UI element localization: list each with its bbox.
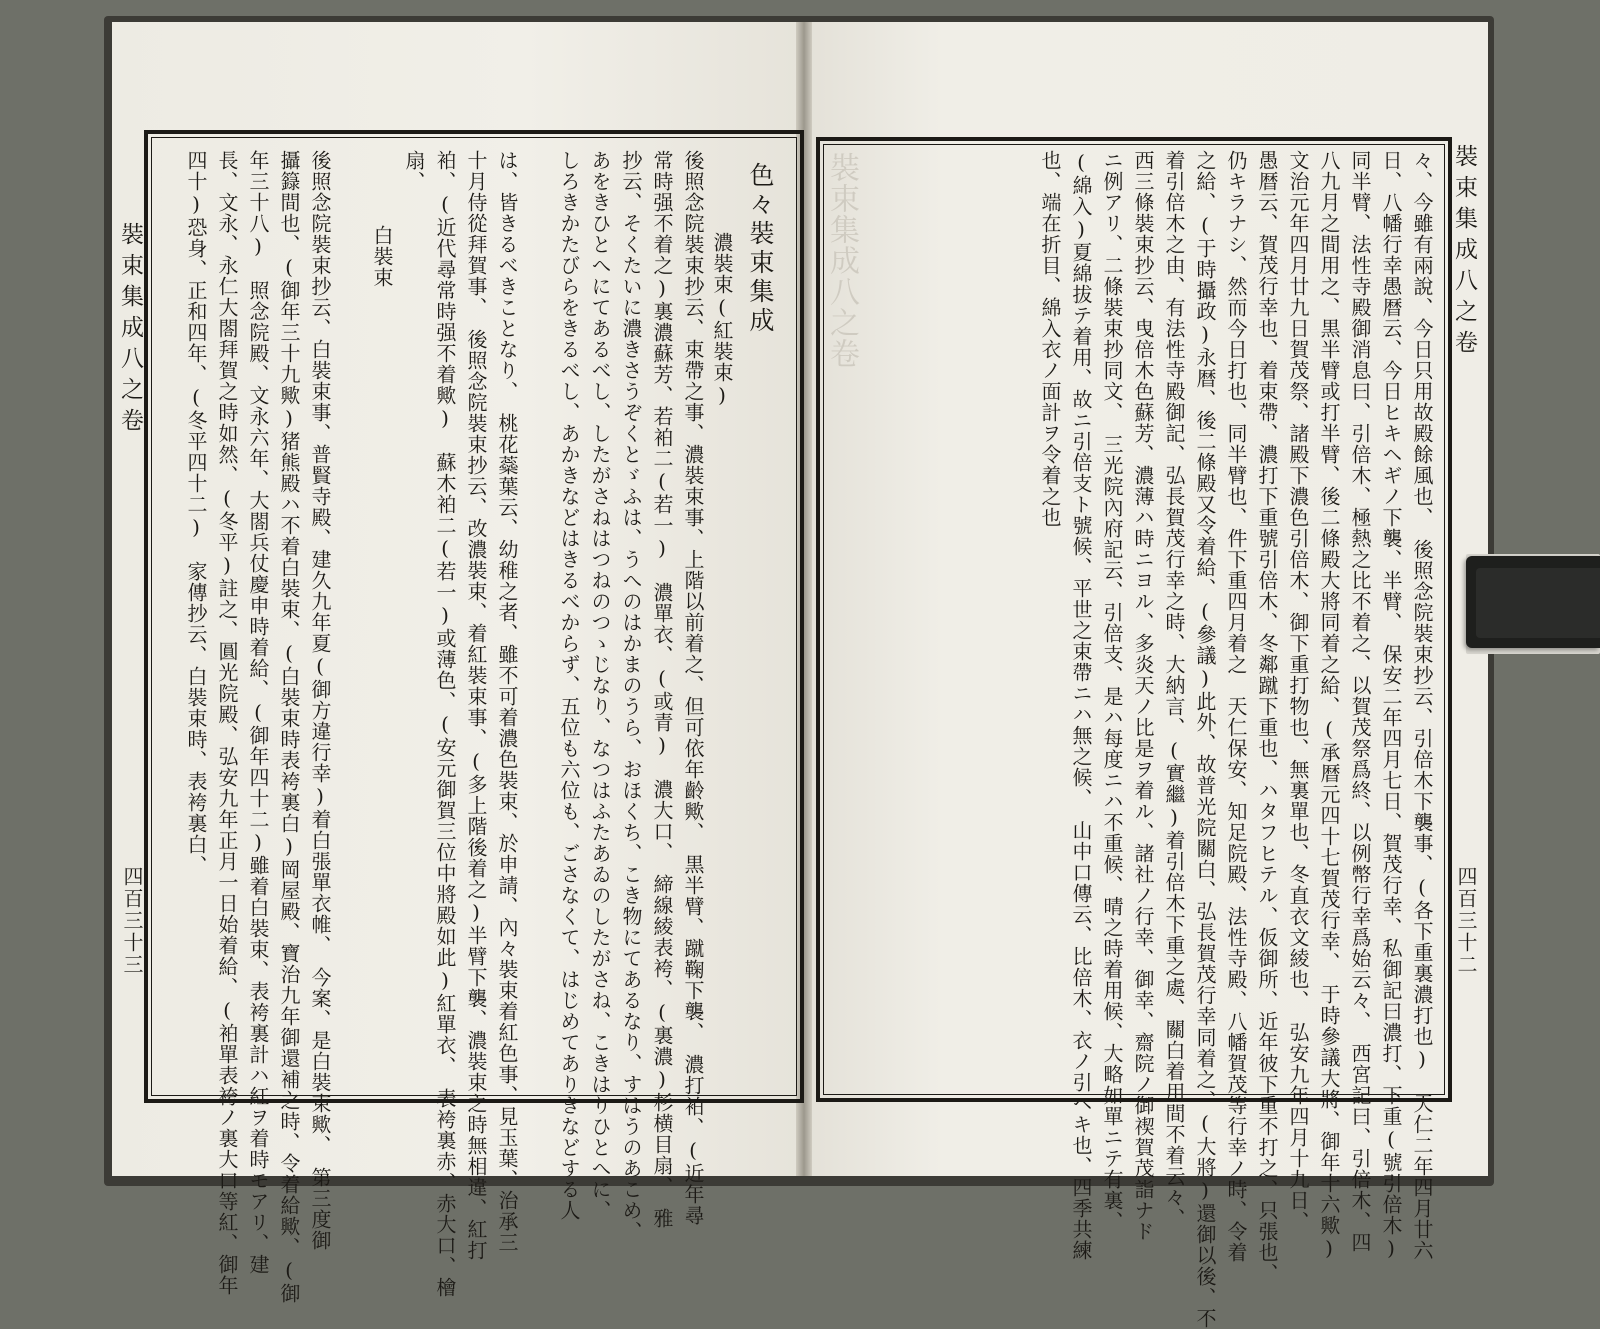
left-column-4: 抄云、そくたいに濃きさうぞくとゞふは、うへのはかまのうら、おほくち、こき物にてあるなり、すはうのあこめ、 [619, 150, 643, 1242]
left-page-number: 四百三十三 [120, 866, 144, 976]
left-column-15: 長、文永、永仁大閤拜賀之時如然、(冬平)註之、圓光院殿、弘安九年正月一日始着給、(袙單表袴ノ裏大口等紅、御年 [215, 150, 239, 1296]
bookmark-tab-inner [1476, 568, 1600, 638]
right-column-4: 八九月之間用之、黒半臂或打半臂、後二條殿大將同着之給、(承暦元四十七賀茂行幸、 于時參議大將、御年十六歟) [1317, 150, 1341, 1261]
left-column-3: 常時强不着之)裏濃蘇芳、若袙二(若一) 濃單衣、(或青) 濃大口、 締線綾表袴、(裏濃)杉横目扇、 雅 [650, 150, 674, 1229]
right-margin-title: 裝束集成八之卷 [1451, 144, 1477, 361]
right-column-5: 文治元年四月廿九日賀茂祭、諸殿下濃色引倍木、御下重打物也、無裏單也、冬直衣文綾也、 弘安九年四月十九日、 [1286, 150, 1310, 1232]
left-column-10: 扇、 [402, 150, 426, 192]
left-column-1: 濃裝束(紅裝束) [710, 232, 734, 408]
left-margin-title: 裝束集成八之卷 [117, 222, 143, 439]
right-column-8: 之給、(于時攝政)永暦、後二條殿又令着給、(參議)此外、故普光院關白、弘長賀茂行幸同着之、(大將)還御以後、不 [1193, 150, 1217, 1329]
right-column-1: 々、今雖有兩說、今日只用故殿餘風也、 後照念院裝束抄云、引倍木下襲事、(各下重裏濃打也) 天仁二年四月廿六 [1410, 150, 1434, 1261]
left-column-13: 攝籙間也、(御年三十九歟)猪熊殿ハ不着白裝束、(白裝束時表袴裏白)岡屋殿、寶治九年御還補之時、令着給歟、(御 [277, 150, 301, 1304]
right-column-11: ニ例アリ、二條裝束抄同文、 三光院內府記云、引倍支、是ハ每度ニハ不重候、晴之時着用候、大略如單ニテ有裏、 [1100, 150, 1124, 1232]
left-column-12: 後照念院裝束抄云、白裝束事、普賢寺殿、建久九年夏(御方違行幸)着白張單衣帷、 今案、是白裝束歟、 第三度御 [308, 150, 332, 1251]
right-page-number: 四百三十二 [1454, 866, 1478, 976]
section-title: 色々裝束集成 [746, 162, 775, 336]
right-column-12: (綿入)夏綿拔テ着用、故ニ引倍支ト號候、平世之束帶ニハ無之候、 山中口傳云、比倍木、衣ノ引ヘキ也、四季共練 [1069, 150, 1093, 1261]
right-column-13: 也、端在折目、綿入衣ノ面計ヲ令着之也 [1038, 150, 1062, 528]
left-column-7: は、皆きるべきことなり、 桃花蘂葉云、幼稚之者、雖不可着濃色裝束、於申請、內々裝束着紅色事、見玉葉、治承三 [495, 150, 519, 1253]
right-column-2: 日、八幡行幸愚暦云、今日ヒキヘギノ下襲、半臂、 保安二年四月七日、賀茂行幸、私御記曰濃打、下重(號引倍木) [1379, 150, 1403, 1261]
right-column-10: 西三條裝束抄云、曳倍木色蘇芳、濃薄ハ時ニヨル、多炎天ノ比是ヲ着ル、諸社ノ行幸、御幸、齋院ノ御禊賀茂詣ナド [1131, 150, 1155, 1242]
left-column-2: 後照念院裝束抄云、束帶之事、濃裝束事、上階以前着之、但可依年齡歟、 黒半臂、蹴鞠下襲、 濃打袙、(近年尋 [681, 150, 705, 1226]
left-column-14: 年三十八) 照念院殿、文永六年、大閤兵仗慶申時着給、(御年四十二)雖着白裝束、表袴裏計ハ紅ヲ着時モアリ、建 [246, 150, 270, 1275]
left-column-8: 十月侍從拜賀事、 後照念院裝束抄云、改濃裝束、着紅裝束事、(多上階後着之)半臂下襲、濃裝束之時無相違、紅打 [464, 150, 488, 1261]
left-column-5: あをきひとへにてあるべし、したがさねはつねのつゝじなり、なつはふたあゐのしたがさね、こきはりひとへに、 [588, 150, 612, 1221]
left-column-6: しろきかたびらをきるべし、あかきなどはきるべからず、五位も六位も、ごさなくて、はじめてありきなどする人 [557, 150, 581, 1221]
right-column-9: 着引倍木之由、有法性寺殿御記、弘長賀茂行幸之時、大納言、(實繼)着引倍木下重之處、關白着用間不着云々、 [1162, 150, 1186, 1229]
left-column-16: 四十)恐身、正和四年、(冬平四十二) 家傳抄云、白裝束時、表袴裏白、 [184, 150, 208, 876]
right-column-6: 愚暦云、賀茂行幸也、着束帶、濃打下重號引倍木、冬鄰蹴下重也、ハタフヒテル、仮御所、近年彼下重不打之、只張也、 [1255, 150, 1279, 1284]
right-column-3: 同半臂、法性寺殿御消息曰、引倍木、極熱之比不着之、以賀茂祭爲終、以例幣行幸爲始云々、 西宮記曰、引倍木、四 [1348, 150, 1372, 1253]
right-column-7: 仍キラナシ、然而今日打也、同半臂也、件下重四月着之 天仁保安、知足院殿、法性寺殿、八幡賀茂等行幸ノ時、令着 [1224, 150, 1248, 1263]
left-column-subheading: 白裝束 [370, 225, 394, 288]
bleed-through-title: 裝束集成八之卷 [824, 152, 859, 369]
left-column-9: 袙、(近代尋常時强不着歟) 蘇木袙二(若一)或薄色、(安元御賀三位中將殿如此)紅單衣、 表袴裏赤、赤大口、檜 [433, 150, 457, 1298]
